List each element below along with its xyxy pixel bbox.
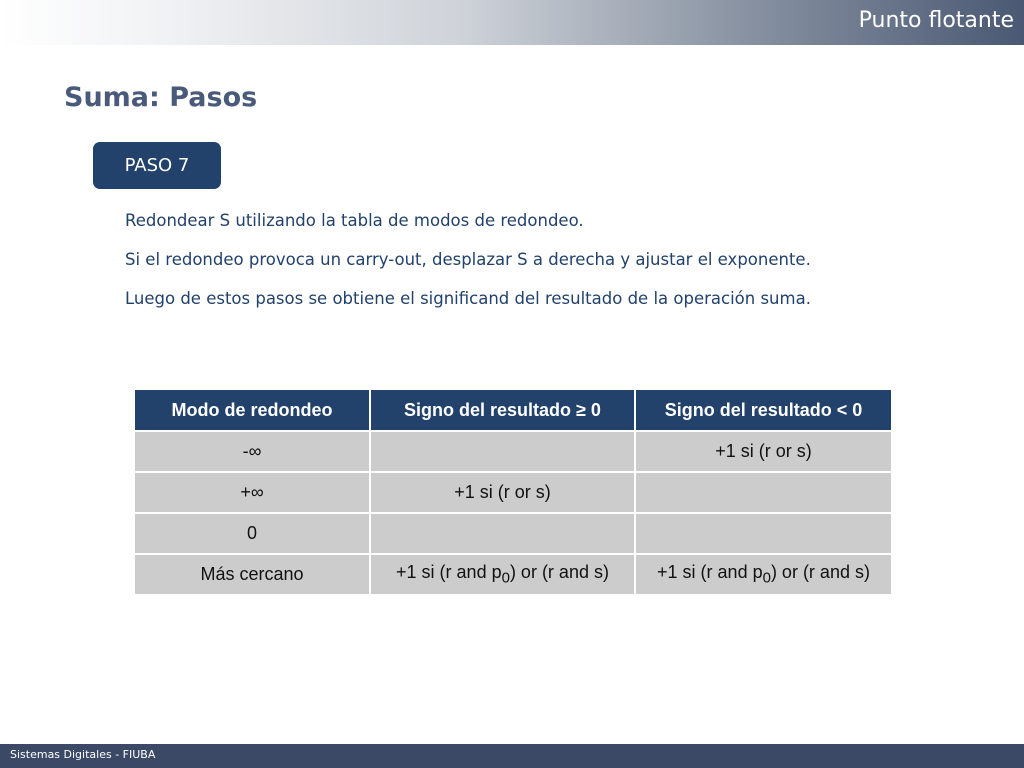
cell-subscript: 0	[762, 569, 771, 587]
footer-bar	[0, 744, 1024, 768]
table-row	[135, 473, 891, 512]
body-text	[125, 207, 1005, 324]
cell-mode: Más cercano	[135, 555, 369, 594]
cell-positive	[371, 555, 634, 594]
cell-negative: +1 si (r or s)	[636, 432, 891, 471]
header-rounding-mode: Modo de redondeo	[135, 390, 369, 430]
cell-negative	[636, 473, 891, 512]
cell-positive	[371, 514, 634, 553]
cell-text: ) or (r and s)	[770, 562, 870, 583]
cell-subscript: 0	[501, 569, 510, 587]
table-row	[135, 514, 891, 553]
cell-positive: +1 si (r or s)	[371, 473, 634, 512]
footer-text: Sistemas Digitales - FIUBA	[10, 748, 156, 761]
section-title: Punto flotante	[858, 8, 1014, 33]
body-line: Redondear S utilizando la tabla de modos de redondeo.	[125, 211, 584, 230]
step-label: PASO 7	[124, 155, 190, 176]
cell-text: +1 si (r and p	[396, 562, 502, 583]
body-line: Luego de estos pasos se obtiene el significand del resultado de la operación suma.	[125, 289, 811, 308]
page-title: Suma: Pasos	[64, 82, 258, 113]
cell-mode: +∞	[135, 473, 369, 512]
cell-negative	[636, 514, 891, 553]
cell-text: ) or (r and s)	[509, 562, 609, 583]
cell-mode: -∞	[135, 432, 369, 471]
cell-mode: 0	[135, 514, 369, 553]
step-badge	[93, 142, 221, 189]
cell-positive	[371, 432, 634, 471]
table-header-row	[135, 390, 891, 430]
cell-text: +1 si (r and p	[657, 562, 763, 583]
body-line: Si el redondeo provoca un carry-out, desplazar S a derecha y ajustar el exponente.	[125, 250, 811, 269]
table-row	[135, 432, 891, 471]
cell-negative	[636, 555, 891, 594]
rounding-modes-table	[133, 388, 893, 596]
header-sign-negative: Signo del resultado < 0	[636, 390, 891, 430]
header-bar	[0, 0, 1024, 45]
header-sign-positive: Signo del resultado ≥ 0	[371, 390, 634, 430]
table-row	[135, 555, 891, 594]
